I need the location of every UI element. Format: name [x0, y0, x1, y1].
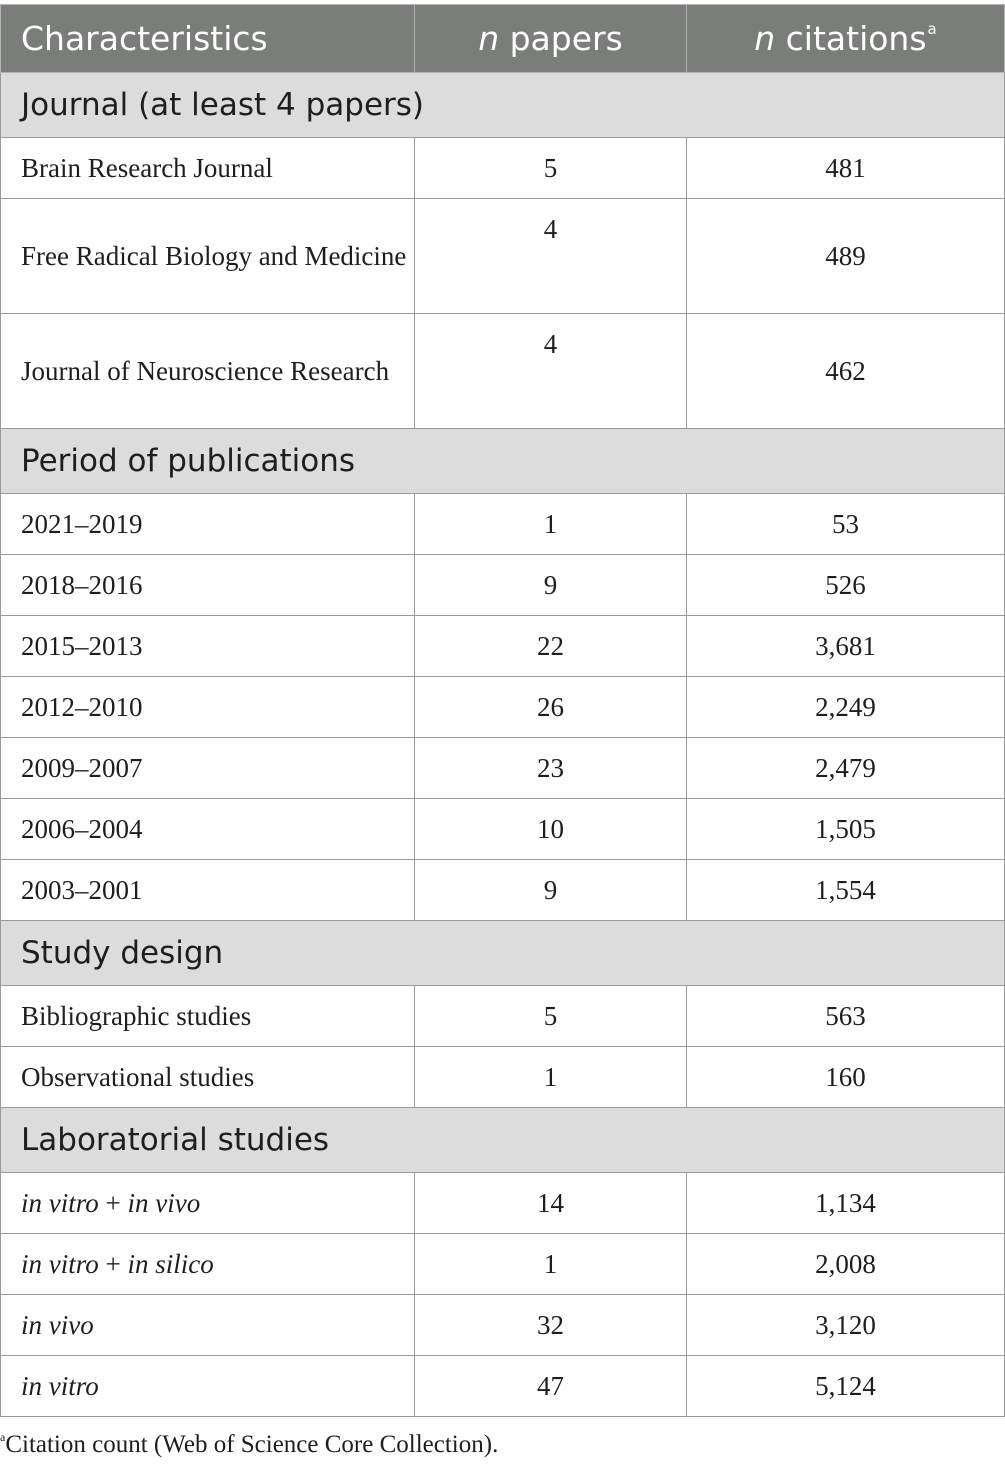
table-row [1, 314, 1005, 429]
row-papers: 1 [415, 1047, 687, 1108]
table-row [1, 1234, 1005, 1295]
row-papers: 32 [415, 1295, 687, 1356]
section-title: Period of publications [1, 429, 1005, 494]
row-citations: 160 [687, 1047, 1005, 1108]
row-citations: 3,120 [687, 1295, 1005, 1356]
header-characteristics: Characteristics [1, 5, 415, 73]
row-papers: 1 [415, 494, 687, 555]
row-citations: 1,554 [687, 860, 1005, 921]
row-papers: 26 [415, 677, 687, 738]
footnote-mark: a [0, 1430, 6, 1444]
row-label: 2018–2016 [1, 555, 415, 616]
section-row-period [1, 429, 1005, 494]
row-papers: 1 [415, 1234, 687, 1295]
row-citations: 2,249 [687, 677, 1005, 738]
row-papers: 14 [415, 1173, 687, 1234]
section-row-laboratorial [1, 1108, 1005, 1173]
row-papers: 10 [415, 799, 687, 860]
row-papers: 4 [415, 199, 687, 314]
table-row [1, 860, 1005, 921]
table-row [1, 138, 1005, 199]
header-n-citations: n citations$^a$ [687, 5, 1005, 73]
characteristics-table [0, 4, 1005, 1417]
row-citations: 1,134 [687, 1173, 1005, 1234]
row-citations: 53 [687, 494, 1005, 555]
table-row [1, 799, 1005, 860]
table-row [1, 1356, 1005, 1417]
row-citations: 5,124 [687, 1356, 1005, 1417]
row-citations: 2,479 [687, 738, 1005, 799]
row-label: 2003–2001 [1, 860, 415, 921]
row-papers: 4 [415, 314, 687, 429]
row-label: in vitro + in vivo [1, 1173, 415, 1234]
table-row [1, 616, 1005, 677]
row-citations: 462 [687, 314, 1005, 429]
row-citations: 489 [687, 199, 1005, 314]
row-label: 2015–2013 [1, 616, 415, 677]
row-papers: 5 [415, 986, 687, 1047]
row-papers: 9 [415, 555, 687, 616]
table-row [1, 199, 1005, 314]
row-citations: 563 [687, 986, 1005, 1047]
header-row [1, 5, 1005, 73]
section-row-journal [1, 73, 1005, 138]
footnote-text: Citation count (Web of Science Core Collection). [5, 1431, 499, 1458]
section-row-study-design [1, 921, 1005, 986]
table-row [1, 494, 1005, 555]
row-label: Brain Research Journal [1, 138, 415, 199]
table-row [1, 1295, 1005, 1356]
row-citations: 526 [687, 555, 1005, 616]
table-row [1, 555, 1005, 616]
table-row [1, 986, 1005, 1047]
row-label: 2006–2004 [1, 799, 415, 860]
section-title: Laboratorial studies [1, 1108, 1005, 1173]
table-row [1, 1047, 1005, 1108]
row-papers: 9 [415, 860, 687, 921]
row-papers: 22 [415, 616, 687, 677]
row-label: Journal of Neuroscience Research [1, 314, 415, 429]
row-label: Free Radical Biology and Medicine [1, 199, 415, 314]
row-papers: 47 [415, 1356, 687, 1417]
table-row [1, 738, 1005, 799]
row-citations: 481 [687, 138, 1005, 199]
row-label: in vivo [1, 1295, 415, 1356]
header-n-papers: n papers [415, 5, 687, 73]
row-papers: 5 [415, 138, 687, 199]
section-title: Journal (at least 4 papers) [1, 73, 1005, 138]
row-label: in vitro [1, 1356, 415, 1417]
section-title: Study design [1, 921, 1005, 986]
row-label: 2021–2019 [1, 494, 415, 555]
row-label: Bibliographic studies [1, 986, 415, 1047]
table-footnote [0, 1430, 498, 1459]
table-row [1, 1173, 1005, 1234]
row-label: 2009–2007 [1, 738, 415, 799]
table-row [1, 677, 1005, 738]
row-label: Observational studies [1, 1047, 415, 1108]
row-label: 2012–2010 [1, 677, 415, 738]
row-citations: 3,681 [687, 616, 1005, 677]
row-label: in vitro + in silico [1, 1234, 415, 1295]
row-papers: 23 [415, 738, 687, 799]
row-citations: 2,008 [687, 1234, 1005, 1295]
row-citations: 1,505 [687, 799, 1005, 860]
